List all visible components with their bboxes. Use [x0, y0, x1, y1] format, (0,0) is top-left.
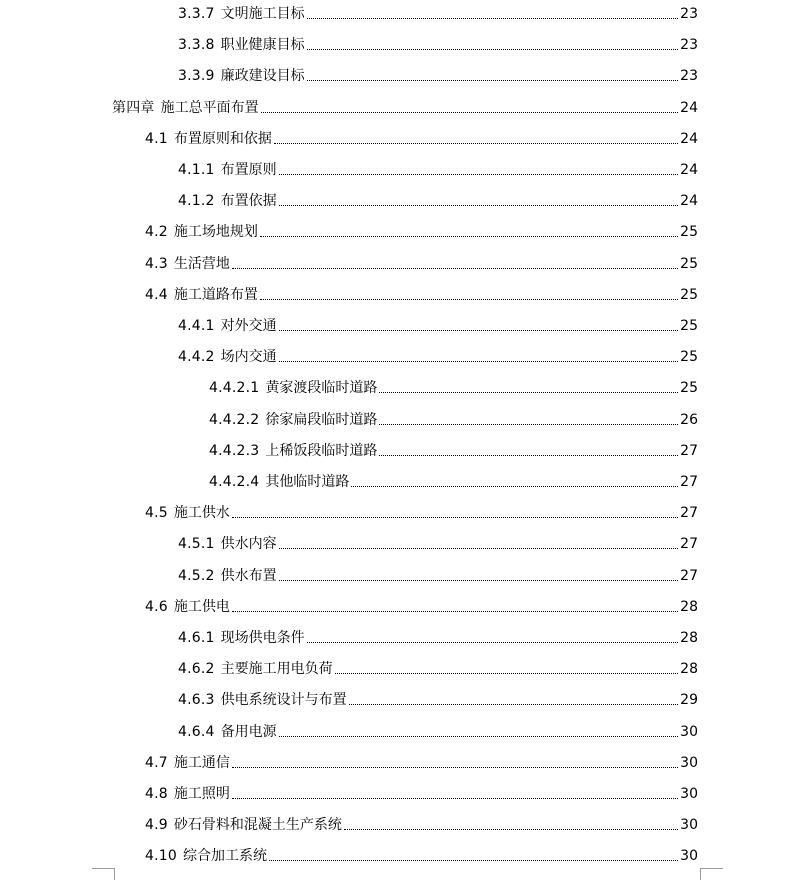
toc-dot-leader: [379, 423, 678, 425]
toc-entry[interactable]: [145, 815, 698, 835]
toc-entry[interactable]: [209, 472, 698, 492]
toc-entry[interactable]: [178, 659, 698, 679]
toc-entry-title: 文明施工目标: [220, 6, 305, 22]
toc-entry-page-number: 27: [680, 442, 698, 459]
toc-entry[interactable]: [145, 503, 698, 523]
toc-dot-leader: [344, 828, 678, 830]
toc-entry-page-number: 25: [680, 255, 698, 272]
toc-entry-number: 4.2: [145, 224, 168, 241]
toc-entry-number: 4.4.2: [178, 349, 215, 366]
page-corner-mark-left: [92, 868, 115, 880]
toc-dot-leader: [274, 142, 678, 144]
toc-entry-page-number: 25: [680, 286, 698, 303]
toc-entry-title: 施工道路布置: [173, 286, 258, 303]
toc-dot-leader: [307, 79, 678, 81]
toc-entry-page-number: 30: [680, 817, 698, 834]
toc-entry-title: 综合加工系统: [182, 848, 267, 865]
toc-dot-leader: [279, 204, 678, 206]
toc-entry-number: 3.3.7: [178, 6, 215, 22]
toc-entry-number: 4.1.2: [178, 193, 215, 210]
toc-entry-number: 4.5.1: [178, 536, 215, 553]
toc-dot-leader: [307, 48, 678, 50]
toc-entry[interactable]: [178, 191, 698, 211]
toc-entry-page-number: 30: [680, 786, 698, 802]
toc-dot-leader: [279, 579, 678, 581]
toc-dot-leader: [307, 641, 678, 643]
toc-entry-label: [145, 129, 272, 149]
toc-entry[interactable]: [145, 784, 698, 804]
toc-entry-label: [178, 4, 305, 24]
toc-entry-title: 职业健康目标: [220, 37, 305, 54]
toc-entry-number: 4.4.1: [178, 318, 215, 334]
toc-entry[interactable]: [209, 410, 698, 430]
toc-dot-leader: [260, 235, 678, 237]
toc-entry-title: 廉政建设目标: [220, 68, 305, 85]
toc-entry-page-number: 27: [680, 474, 698, 490]
toc-entry-label: [178, 35, 305, 55]
toc-entry-number: 4.6.3: [178, 692, 215, 709]
toc-dot-leader: [232, 610, 678, 612]
toc-dot-leader: [379, 391, 678, 393]
toc-entry-title: 施工供电: [173, 598, 230, 615]
toc-dot-leader: [260, 298, 678, 300]
toc-entry-number: 4.9: [145, 817, 168, 834]
toc-entry[interactable]: [112, 98, 698, 118]
toc-entry[interactable]: [178, 566, 698, 586]
toc-entry[interactable]: [145, 222, 698, 242]
toc-entry-label: [145, 815, 342, 835]
toc-entry-label: [209, 410, 377, 430]
toc-entry-page-number: 29: [680, 692, 698, 709]
toc-entry[interactable]: [145, 597, 698, 617]
toc-entry-page-number: 24: [680, 162, 698, 178]
toc-entry-title: 供水内容: [220, 536, 277, 553]
toc-entry-title: 布置依据: [220, 193, 277, 210]
toc-entry-number: 4.4.2.3: [209, 442, 260, 459]
toc-entry-page-number: 30: [680, 848, 698, 865]
toc-entry[interactable]: [178, 4, 698, 24]
toc-entry[interactable]: [178, 347, 698, 367]
toc-dot-leader: [307, 17, 678, 19]
toc-entry-label: [145, 753, 230, 773]
toc-entry-label: [178, 534, 277, 554]
toc-entry-number: 3.3.9: [178, 68, 215, 85]
toc-dot-leader: [279, 735, 678, 737]
toc-entry[interactable]: [209, 378, 698, 398]
toc-entry-title: 施工通信: [173, 754, 230, 771]
toc-entry-number: 4.6.4: [178, 723, 215, 740]
toc-entry-title: 黄家渡段临时道路: [265, 380, 378, 397]
toc-entry-label: [178, 566, 277, 586]
toc-entry-label: [145, 222, 258, 242]
toc-entry-title: 徐家扁段临时道路: [265, 411, 378, 428]
toc-dot-leader: [232, 516, 678, 518]
toc-entry-label: [178, 628, 305, 648]
toc-entry-title: 施工场地规划: [173, 224, 258, 241]
toc-entry-number: 4.6.2: [178, 661, 215, 678]
toc-entry-page-number: 25: [680, 318, 698, 334]
toc-entry-title: 施工总平面布置: [160, 99, 259, 116]
toc-entry-page-number: 24: [680, 130, 698, 147]
toc-dot-leader: [279, 173, 678, 175]
toc-dot-leader: [279, 329, 678, 331]
toc-entry[interactable]: [178, 66, 698, 86]
toc-entry-number: 4.1: [145, 130, 168, 147]
toc-entry[interactable]: [178, 35, 698, 55]
toc-entry-number: 4.8: [145, 786, 168, 802]
toc-entry-title: 主要施工用电负荷: [220, 661, 333, 678]
toc-entry-label: [145, 846, 267, 866]
toc-entry-page-number: 24: [680, 99, 698, 116]
toc-entry-title: 布置原则: [220, 162, 277, 178]
toc-entry-label: [178, 347, 277, 367]
toc-entry-label: [145, 784, 230, 804]
toc-dot-leader: [232, 267, 678, 269]
toc-entry[interactable]: [145, 254, 698, 274]
toc-entry-page-number: 27: [680, 567, 698, 584]
toc-entry-label: [178, 160, 277, 180]
toc-entry-number: 4.6: [145, 598, 168, 615]
toc-entry-title: 供电系统设计与布置: [220, 692, 347, 709]
toc-entry-label: [178, 690, 347, 710]
toc-entry-label: [178, 66, 305, 86]
toc-entry-title: 其他临时道路: [265, 474, 350, 490]
toc-entry-label: [209, 472, 349, 492]
toc-entry-page-number: 30: [680, 754, 698, 771]
toc-entry-label: [209, 441, 377, 461]
toc-entry-title: 对外交通: [220, 318, 277, 334]
toc-entry-page-number: 27: [680, 505, 698, 522]
toc-entry-title: 现场供电条件: [220, 630, 305, 646]
toc-entry[interactable]: [178, 316, 698, 336]
toc-dot-leader: [232, 766, 678, 768]
toc-entry-number: 4.1.1: [178, 162, 215, 178]
toc-dot-leader: [269, 859, 678, 861]
toc-entry-number: 4.4: [145, 286, 168, 303]
toc-entry-title: 上稀饭段临时道路: [265, 442, 378, 459]
toc-entry-page-number: 24: [680, 193, 698, 210]
toc-entry[interactable]: [145, 129, 698, 149]
toc-entry[interactable]: [178, 628, 698, 648]
toc-entry[interactable]: [145, 753, 698, 773]
toc-entry-page-number: 28: [680, 630, 698, 646]
toc-entry-label: [145, 597, 230, 617]
toc-dot-leader: [279, 360, 678, 362]
toc-entry-title: 施工供水: [173, 505, 230, 522]
toc-entry-number: 3.3.8: [178, 37, 215, 54]
toc-dot-leader: [351, 485, 678, 487]
toc-entry-label: [145, 254, 230, 274]
toc-entry-number: 4.4.2.4: [209, 474, 260, 490]
toc-dot-leader: [349, 703, 678, 705]
toc-entry[interactable]: [178, 690, 698, 710]
toc-entry-title: 砂石骨料和混凝土生产系统: [173, 817, 342, 834]
toc-entry-label: [178, 191, 277, 211]
toc-entry-number: 4.4.2.2: [209, 411, 260, 428]
toc-entry-title: 场内交通: [220, 349, 277, 366]
toc-entry[interactable]: [209, 441, 698, 461]
toc-dot-leader: [335, 672, 678, 674]
toc-entry[interactable]: [145, 846, 698, 866]
toc-entry-number: 4.3: [145, 255, 168, 272]
toc-entry-page-number: 25: [680, 224, 698, 241]
toc-entry-title: 施工照明: [173, 786, 230, 802]
toc-entry-page-number: 28: [680, 598, 698, 615]
toc-entry-page-number: 30: [680, 723, 698, 740]
toc-entry-page-number: 28: [680, 661, 698, 678]
toc-entry-label: [178, 722, 277, 742]
toc-entry-label: [145, 503, 230, 523]
toc-entry[interactable]: [145, 285, 698, 305]
toc-entry-page-number: 27: [680, 536, 698, 553]
toc-entry-label: [145, 285, 258, 305]
toc-entry-page-number: 26: [680, 411, 698, 428]
toc-dot-leader: [379, 454, 678, 456]
toc-entry-page-number: 23: [680, 37, 698, 54]
toc-entry-label: [209, 378, 377, 398]
toc-entry[interactable]: [178, 534, 698, 554]
toc-entry-title: 生活营地: [173, 255, 230, 272]
toc-entry-page-number: 25: [680, 349, 698, 366]
toc-entry-number: 4.6.1: [178, 630, 215, 646]
toc-entry-label: [112, 98, 259, 118]
toc-entry-title: 供水布置: [220, 567, 277, 584]
toc-entry-page-number: 25: [680, 380, 698, 397]
toc-entry-title: 备用电源: [220, 723, 277, 740]
toc-dot-leader: [232, 797, 678, 799]
toc-entry-number: 4.5: [145, 505, 168, 522]
toc-entry-number: 第四章: [112, 99, 155, 116]
toc-entry-page-number: 23: [680, 6, 698, 22]
toc-entry-number: 4.7: [145, 754, 168, 771]
toc-entry-label: [178, 316, 277, 336]
toc-entry[interactable]: [178, 722, 698, 742]
toc-entry-page-number: 23: [680, 68, 698, 85]
toc-entry[interactable]: [178, 160, 698, 180]
toc-entry-number: 4.4.2.1: [209, 380, 260, 397]
toc-dot-leader: [261, 111, 678, 113]
page-corner-mark-right: [700, 868, 723, 880]
toc-dot-leader: [279, 547, 678, 549]
toc-entry-label: [178, 659, 333, 679]
toc-entry-number: 4.5.2: [178, 567, 215, 584]
toc-entry-title: 布置原则和依据: [173, 130, 272, 147]
toc-entry-number: 4.10: [145, 848, 177, 865]
